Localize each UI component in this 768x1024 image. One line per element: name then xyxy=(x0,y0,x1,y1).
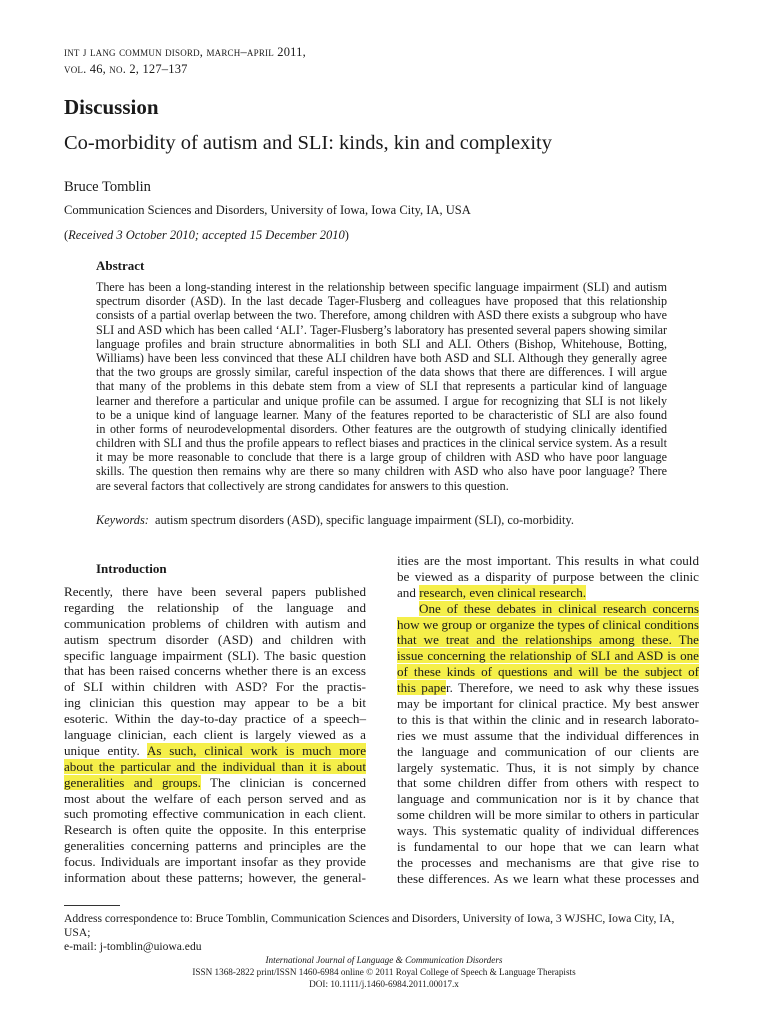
footer-doi: DOI: 10.1111/j.1460-6984.2011.00017.x xyxy=(309,979,459,989)
highlighted-text: this pape xyxy=(397,680,447,696)
affiliation: Communication Sciences and Disorders, University of Iowa, Iowa City, IA, USA xyxy=(64,203,471,217)
body-text-line xyxy=(64,584,366,600)
text-run: communication problems of children with autism and xyxy=(64,615,366,631)
body-text-line xyxy=(64,648,366,664)
footnote-line-2: e-mail: j-tomblin@uiowa.edu xyxy=(64,940,202,953)
text-run: the language and communication of our clients are xyxy=(397,743,699,759)
body-text-line xyxy=(397,823,699,839)
text-run: that has been raised concerns whether there is an excess xyxy=(64,663,366,679)
highlighted-text: how we group or organize the types of clinical conditions xyxy=(397,616,699,632)
text-run: ing clinician this question may appear to be a bit xyxy=(64,695,366,711)
highlighted-text: about the particular and the individual than it is about xyxy=(64,758,366,774)
abstract-line: children with SLI and thus the profile appears to reflect biases and practices in the clinical service system. As a result xyxy=(96,436,667,451)
body-text-line xyxy=(397,871,699,887)
text-run: some children will be more similar to others in particular xyxy=(397,807,699,823)
body-text-line xyxy=(64,854,366,870)
body-text-line xyxy=(64,695,366,711)
keywords-text: autism spectrum disorders (ASD), specific language impairment (SLI), co-morbidity. xyxy=(155,513,574,527)
highlighted-text: that we treat and the relationships among these. The xyxy=(397,632,699,648)
text-run: most about the welfare of each person served and as xyxy=(64,790,366,806)
footer-journal-name: International Journal of Language & Communication Disorders xyxy=(265,955,503,965)
footnote-line-1: Address correspondence to: Bruce Tomblin, Communication Sciences and Disorders, University of Iowa, 3 WJSHC, Iowa City, IA, USA; xyxy=(64,912,675,939)
text-run: largely systematic. Thus, it is not simply by chance xyxy=(397,759,699,775)
body-text-line xyxy=(64,600,366,616)
body-text-line xyxy=(397,569,699,585)
text-run: ries we must assume that the individual differences in xyxy=(397,727,699,743)
text-run: Research is often quite the opposite. In this enterprise xyxy=(64,822,366,838)
body-text-line xyxy=(64,743,366,759)
body-text-line xyxy=(397,728,699,744)
body-text-line xyxy=(397,807,699,823)
text-run: Recently, there have been several papers published xyxy=(64,584,366,599)
journal-line-2: vol. 46, no. 2, 127–137 xyxy=(64,62,188,76)
body-text-line xyxy=(397,839,699,855)
highlighted-text: of these kinds of questions and will be the subject of xyxy=(397,664,699,680)
text-run: esoteric. Within the day-to-day practice of a speech– xyxy=(64,711,366,727)
keywords-label: Keywords xyxy=(96,513,145,527)
body-text-line xyxy=(397,712,699,728)
text-run: unique entity. xyxy=(64,742,147,758)
text-run: focus. Individuals are important insofar as they provide xyxy=(64,854,366,870)
text-run: r. Therefore, we need to ask why these issues xyxy=(446,680,699,696)
body-text-line xyxy=(397,680,699,696)
text-run: regarding the relationship of the language and xyxy=(64,599,366,615)
text-run: autism spectrum disorder (ASD) and children with xyxy=(64,631,366,647)
body-text-line xyxy=(397,648,699,664)
body-text-line xyxy=(64,759,366,775)
keywords: Keywords: autism spectrum disorders (ASD), specific language impairment (SLI), co-morbidity. xyxy=(96,513,574,527)
correspondence-footnote xyxy=(64,912,698,954)
highlighted-text: issue concerning the relationship of SLI and ASD is one xyxy=(397,648,699,664)
body-text-line xyxy=(64,616,366,632)
journal-citation xyxy=(64,44,306,78)
text-run: to this is that within the clinic and in research laborato- xyxy=(397,711,699,727)
body-text-line xyxy=(397,617,699,633)
highlighted-text: generalities and groups. xyxy=(64,774,201,790)
abstract-line: skills. The question then remains why are there so many children with ASD who also have poor language? There xyxy=(96,464,667,479)
abstract-body xyxy=(96,280,667,493)
text-run: specific language impairment (SLI). The basic question xyxy=(64,647,366,663)
body-text-line xyxy=(64,727,366,743)
body-text-line xyxy=(397,775,699,791)
text-run: that some children differ from others with respect to xyxy=(397,775,699,791)
abstract-line: language profiles and brain structure abnormalities in both SLI and ALI. Others (Bishop, Whitehouse, Botting, xyxy=(96,336,667,351)
received-dates: (Received 3 October 2010; accepted 15 December 2010) xyxy=(64,228,349,242)
body-text-line xyxy=(64,679,366,695)
author-name: Bruce Tomblin xyxy=(64,179,151,195)
body-text-line xyxy=(397,664,699,680)
right-column xyxy=(397,553,699,887)
text-run: and xyxy=(397,584,420,600)
text-run: language clinician, each client is largely viewed as a xyxy=(64,727,366,743)
text-run: these differences. As we learn what these processes and xyxy=(397,870,699,886)
left-column xyxy=(64,584,366,886)
abstract-line: Williams) have been less convinced that these ALI children have both ASD and SLI. Although they generally agree xyxy=(96,350,667,365)
abstract-line: are several factors that collectively are strong candidates for answers to this question. xyxy=(96,478,509,493)
abstract-line: in other forms of neurodevelopmental disorders. Other features are the outgrowth of studying clinically identified xyxy=(96,421,667,436)
abstract-heading: Abstract xyxy=(96,258,145,273)
body-text-line xyxy=(397,760,699,776)
body-text-line xyxy=(64,806,366,822)
highlighted-text: One of these debates in clinical research concerns xyxy=(419,600,699,616)
abstract-line: SLI and ASD which has been called ‘ALI’. Tager-Flusberg’s laboratory has presented several papers showing similar xyxy=(96,322,667,337)
abstract-line: learner and therefore a particular and unique profile can be assumed. I argue for recognizing that SLI is not likely xyxy=(96,393,667,408)
body-text-line xyxy=(397,585,699,601)
highlighted-text: As such, clinical work is much more xyxy=(146,742,367,758)
body-text-line xyxy=(64,791,366,807)
body-text-line xyxy=(64,711,366,727)
text-run: may be important for clinical practice. My best answer xyxy=(397,696,699,712)
introduction-heading: Introduction xyxy=(96,561,167,576)
abstract-line: it may be more reasonable to conclude that there is a large group of children with ASD who have poor language xyxy=(96,450,667,465)
journal-line-1: int j lang commun disord, march–april 2011, xyxy=(64,45,306,59)
section-type: Discussion xyxy=(64,95,159,119)
article-title: Co-morbidity of autism and SLI: kinds, kin and complexity xyxy=(64,132,552,154)
abstract-line: that the two groups are grossly similar, careful inspection of the data shows that there are differences. I will argue xyxy=(96,365,667,380)
body-text-line xyxy=(64,632,366,648)
body-text-line xyxy=(64,870,366,886)
text-run: the processes and mechanisms are that give rise to xyxy=(397,854,699,870)
received-text: Received 3 October 2010; accepted 15 December 2010 xyxy=(68,228,345,242)
text-run: information about these patterns; however, the general- xyxy=(64,870,366,886)
body-text-line xyxy=(397,696,699,712)
body-text-line xyxy=(397,791,699,807)
text-run: ities are the most important. This results in what could xyxy=(397,553,699,568)
abstract-line: spectrum disorder (ASD). In the last decade Tager-Flusberg and colleagues have proposed that this relationship xyxy=(96,294,667,309)
body-text-line xyxy=(64,838,366,854)
text-run: be viewed as a disparity of purpose between the clinic xyxy=(397,568,699,584)
body-text-line xyxy=(397,744,699,760)
abstract-line: There has been a long-standing interest in the relationship between specific language impairment (SLI) and autism xyxy=(96,280,667,294)
text-run: is fundamental to our hope that we can learn what xyxy=(397,839,699,855)
body-text-line xyxy=(397,632,699,648)
abstract-line: to be a unique kind of language learner. Many of the features reported to be characteristic of SLI are also found xyxy=(96,407,667,422)
abstract-line: that many of the problems in this debate stem from a view of SLI that represents a particular kind of language xyxy=(96,379,667,394)
body-text-line xyxy=(64,663,366,679)
body-text-line xyxy=(64,775,366,791)
text-run: of SLI within children with ASD? For the practis- xyxy=(64,679,366,695)
body-text-line xyxy=(397,855,699,871)
footnote-rule xyxy=(64,905,120,906)
text-run: language and communication nor is it by chance that xyxy=(397,791,699,807)
body-text-line xyxy=(397,601,699,617)
abstract-line: consists of a partial overlap between the two. Therefore, among children with ASD there exists a subgroup who have xyxy=(96,308,667,323)
text-run: such promoting effective communication in each client. xyxy=(64,806,366,822)
highlighted-text: research, even clinical research. xyxy=(419,584,587,600)
text-run: generalities concerning patterns and principles are the xyxy=(64,838,366,854)
footer-issn: ISSN 1368-2822 print/ISSN 1460-6984 online © 2011 Royal College of Speech & Language Therapists xyxy=(192,967,576,977)
body-text-line xyxy=(64,822,366,838)
text-run: ways. This systematic quality of individual differences xyxy=(397,823,699,839)
text-run: The clinician is concerned xyxy=(200,774,366,790)
body-text-line xyxy=(397,553,699,569)
